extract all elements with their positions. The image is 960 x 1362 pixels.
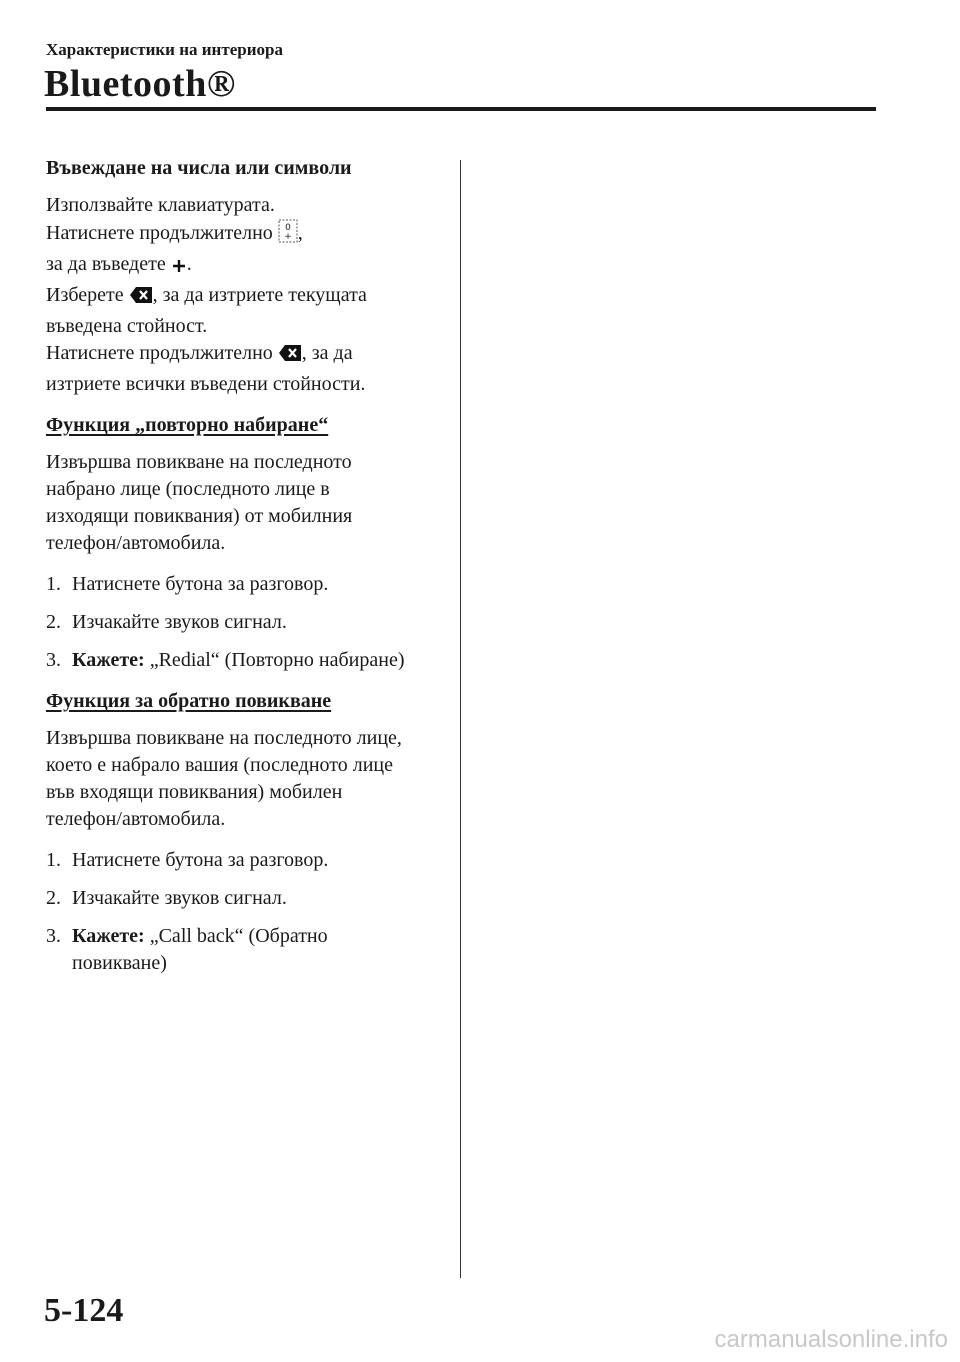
input-line-6: Натиснете продължително , за да [46, 340, 446, 371]
input-paragraph [46, 192, 446, 398]
input-line-5: въведена стойност. [46, 315, 208, 337]
callback-step: 2. Изчакайте звуков сигнал. [46, 887, 287, 909]
column-divider [460, 160, 461, 1278]
plus-icon [171, 255, 187, 282]
page-title: Bluetooth® [44, 63, 236, 105]
callback-description: Извършва повикване на последното лице, което е набрало вашия (последното лице във входящи повиквания) мобилен телефон/автомобила. [46, 727, 402, 830]
callback-heading: Функция за обратно повикване [46, 690, 332, 712]
input-line-2: Натиснете продължително 0 + , [46, 219, 446, 251]
header-rule [46, 107, 876, 111]
callback-step: 1. Натиснете бутона за разговор. [46, 849, 329, 871]
redial-step: 1. Натиснете бутона за разговор. [46, 573, 329, 595]
redial-step: 3. Кажете: „Redial“ (Повторно набиране) [46, 649, 405, 671]
zero-plus-key-icon [278, 219, 298, 251]
backspace-delete-icon [129, 285, 153, 313]
svg-text:+: + [284, 232, 292, 242]
svg-text:0: 0 [284, 223, 291, 233]
watermark: carmanualsonline.info [714, 1326, 948, 1353]
section-header: Характеристики на интериора [46, 40, 283, 59]
input-line-7: изтриете всички въведени стойности. [46, 373, 366, 395]
redial-heading: Функция „повторно набиране“ [46, 414, 329, 436]
callback-step: 3. Кажете: „Call back“ (Обратно повикване) [46, 925, 328, 974]
page-number: 5-124 [44, 1292, 124, 1329]
input-heading: Въвеждане на числа или символи [46, 157, 352, 179]
redial-description: Извършва повикване на последното набрано лице (последното лице в изходящи повиквания) от мобилния телефон/автомобила. [46, 451, 353, 554]
redial-step: 2. Изчакайте звуков сигнал. [46, 611, 287, 633]
input-line-4: Изберете , за да изтриете текущата [46, 282, 446, 313]
input-line-1: Използвайте клавиатурата. [46, 194, 275, 216]
backspace-delete-icon [278, 343, 302, 371]
content-column [46, 155, 446, 988]
input-line-3: за да въведете . [46, 251, 446, 282]
